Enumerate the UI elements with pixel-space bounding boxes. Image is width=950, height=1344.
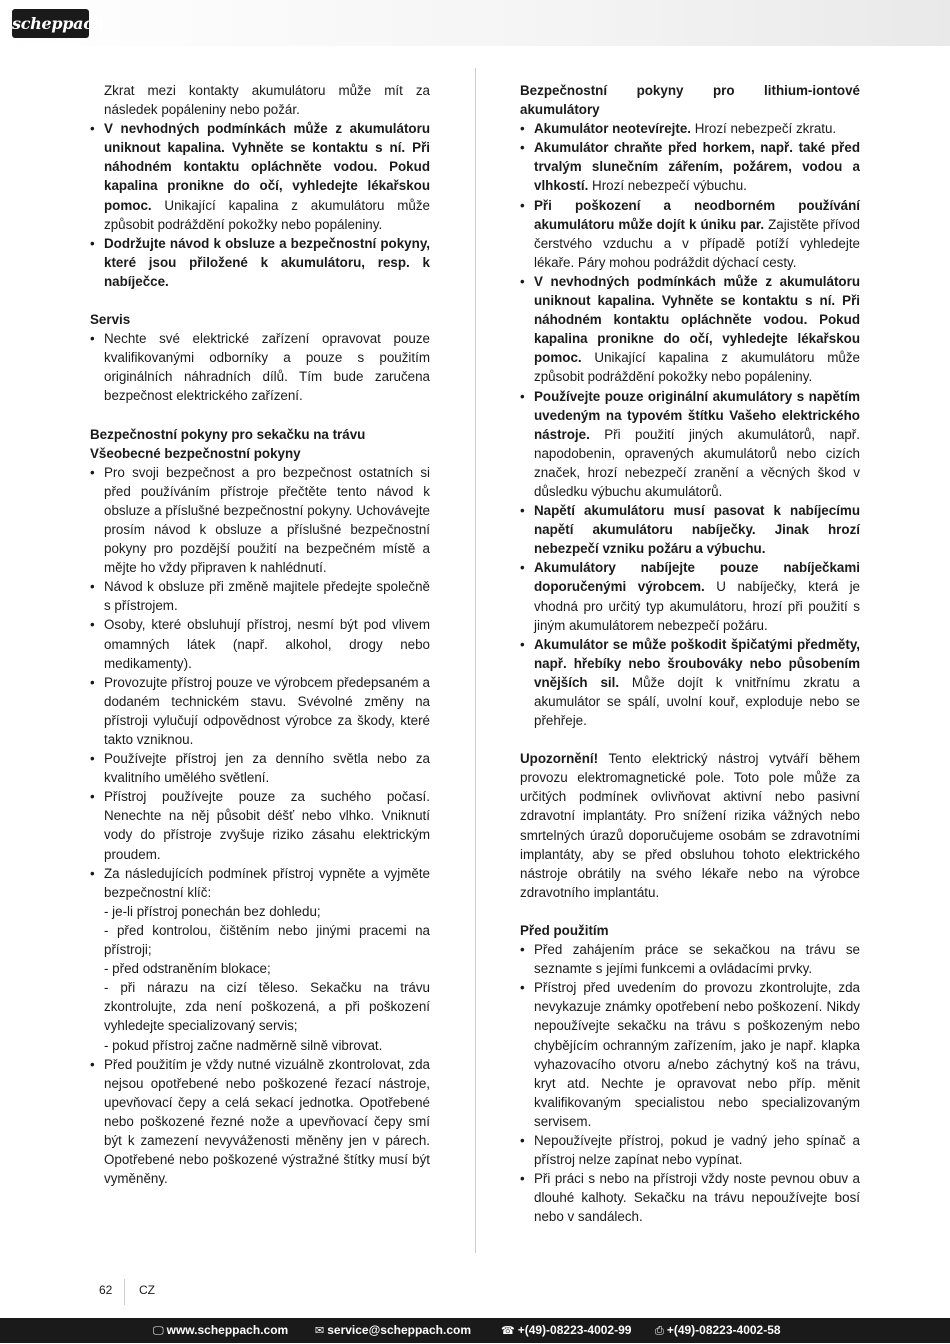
sub-item: - pokud přístroj začne nadměrně silně vibrovat. (104, 1037, 383, 1053)
list-item (90, 234, 430, 291)
bold-text: Používejte pouze originální akumulátory s napětím uvedeným na typovém štítku Vašeho elektrického nástroje. (534, 388, 860, 442)
emf-warning-paragraph (520, 749, 860, 902)
phone-icon: ☎ (501, 1325, 515, 1337)
website-text: www.scheppach.com (166, 1323, 289, 1337)
bold-text: V nevhodných podmínkách může z akumulátoru uniknout kapalina. Vyhněte se kontaktu s ní. Při náhodném kontaktu opláchněte vodou. Pokud kapalina pronikne do očí, vyhledejte lékařskou pomoc. (534, 273, 860, 366)
general-safety-list (90, 463, 430, 1189)
bold-text: Napětí akumulátoru musí pasovat k nabíjecímu napětí akumulátoru nabíječky. Jinak hrozí nebezpečí vzniku požáru a výbuchu. (534, 503, 860, 557)
left-column (90, 81, 430, 1188)
list-item: • Používejte přístroj jen za denního světla nebo za kvalitního umělého světlení. (90, 749, 430, 787)
item-text: Za následujících podmínek přístroj vypněte a vyjměte bezpečnostní klíč: (104, 865, 430, 900)
fax-icon: ⎙ (655, 1325, 664, 1337)
warning-text: Tento elektrický nástroj vytváří během provozu elektromagnetické pole. Toto pole může za určitých podmínek ovlivňovat aktivní nebo pasivní zdravotní implantáty. Pro snížení rizika vážných nebo smrtelných úrazů doporučujeme osobám se zdravotními implantáty, aby se před obsluhou tohoto elektrického nástroje obrátily na svého lékaře nebo na výrobce zdravotního implantátu. (520, 751, 860, 900)
before-use-heading: Před použitím (520, 922, 609, 938)
list-item: • Provozujte přístroj pouze ve výrobcem předepsaném a dodaném technickém stavu. Svévolné změny na přístroji vylučují odpovědnost výrobce za škody, které takto vzniknou. (90, 673, 430, 749)
bold-text: Akumulátor neotevírejte. (534, 121, 692, 137)
list-item (520, 501, 860, 558)
servis-heading: Servis (90, 312, 131, 328)
column-divider (475, 68, 476, 1253)
footer-fax (655, 1318, 781, 1344)
mower-safety-heading: Bezpečnostní pokyny pro sekačku na trávu (90, 426, 366, 442)
item-text: Hrozí nebezpečí výbuchu. (588, 178, 747, 194)
list-item (520, 387, 860, 502)
footer-bar (0, 1318, 950, 1343)
list-item: • Nepoužívejte přístroj, pokud je vadný jeho spínač a přístroj nelze zapínat nebo vypínat. (520, 1131, 860, 1169)
item-text: Unikající kapalina z akumulátoru může způsobit podráždění pokožky nebo popáleniny. (104, 197, 430, 232)
bold-text: Dodržujte návod k obsluze a bezpečnostní pokyny, které jsou přiložené k akumulátoru, resp. k nabíječce. (104, 235, 430, 289)
list-item: • Přístroj používejte pouze za suchého počasí. Nenechte na něj působit déšť nebo vlhko. Vniknutí vody do přístroje zvyšuje riziko zásahu elektrickým proudem. (90, 787, 430, 863)
item-text: Při použití jiných akumulátorů, např. napodobenin, opravených akumulátorů nebo cizích značek, hrozí nebezpečí zranění a věcných škod v důsledku výbuchu akumulátorů. (534, 426, 860, 499)
footer-email[interactable] (315, 1318, 471, 1344)
item-text: Může dojít k vnitřnímu zkratu a akumulátor se spálí, uvolní kouř, exploduje nebo se přehřeje. (534, 674, 860, 729)
list-item: • Před použitím je vždy nutné vizuálně zkontrolovat, zda nejsou opotřebené nebo poškozené řezací nástroje, upevňovací čepy a celá sekací jednotka. Opotřebené nebo poškozené řezné nože a upevňovací čepy smí být k zamezení nevyváženosti měněny jen v párech. Opotřebené nebo poškozené výstražné štítky musí být vyměněny. (90, 1055, 430, 1189)
item-text: Unikající kapalina z akumulátoru může způsobit podráždění pokožky nebo popáleniny. (534, 350, 860, 385)
scheppach-logo: scheppach (12, 9, 89, 38)
list-item: • Nechte své elektrické zařízení opravovat pouze kvalifikovanými odborníky a pouze s použitím originálních náhradních dílů. Tím bude zaručena bezpečnost elektrického zařízení. (90, 329, 430, 405)
list-item (520, 272, 860, 387)
sub-item: - je-li přístroj ponechán bez dohledu; (104, 903, 321, 919)
page-number: 62 (99, 1283, 113, 1297)
list-item (520, 119, 860, 138)
battery-warning-list (90, 119, 430, 291)
before-use-list (520, 940, 860, 1226)
header-bar (0, 0, 950, 46)
list-item: • Před zahájením práce se sekačkou na trávu se seznamte s jejími funkcemi a ovládacími prvky. (520, 940, 860, 978)
li-ion-list (520, 119, 860, 730)
language-code: CZ (139, 1283, 155, 1297)
email-text: service@scheppach.com (327, 1323, 471, 1337)
right-column (520, 81, 860, 1226)
item-text: Hrozí nebezpečí zkratu. (691, 121, 837, 137)
bold-text: Akumulátor se může poškodit špičatými předměty, např. hřebíky nebo šroubováky nebo působením vnějších sil. (534, 636, 860, 690)
mail-icon: ✉ (315, 1325, 325, 1337)
warning-label: Upozornění! (520, 751, 599, 767)
servis-list (90, 329, 430, 405)
general-safety-heading: Všeobecné bezpečnostní pokyny (90, 445, 301, 461)
list-item (520, 196, 860, 272)
bold-text: Akumulátor chraňte před horkem, např. také před trvalým slunečním zářením, požárem, vodou a vlhkostí. (534, 140, 860, 194)
list-item: • Osoby, které obsluhují přístroj, nesmí být pod vlivem omamných látek (např. alkohol, drogy nebo medikamenty). (90, 615, 430, 672)
list-item: • Návod k obsluze při změně majitele předejte společně s přístrojem. (90, 577, 430, 615)
sub-item: - při nárazu na cizí těleso. Sekačku na trávu zkontrolujte, zda není poškozená, a při poškození vyhledejte specializovaný servis; (104, 980, 430, 1034)
bold-text: Akumulátory nabíjejte pouze nabíječkami doporučenými výrobcem. (534, 560, 860, 595)
monitor-icon: 🖵 (153, 1325, 164, 1337)
list-item: • Pro svoji bezpečnost a pro bezpečnost ostatních si před používáním přístroje přečtěte tento návod k obsluze a příslušné bezpečnostní pokyny. Uchovávejte prosím návod k obsluze a příslušné bezpečnostní pokyny pro pozdější použití na bezpečném místě a mějte ho vždy připraven k nahlédnutí. (90, 463, 430, 578)
footer-phone (501, 1318, 631, 1344)
sub-item: - před kontrolou, čištěním nebo jinými pracemi na přístroji; (104, 922, 430, 958)
sub-item: - před odstraněním blokace; (104, 961, 271, 977)
phone-text: +(49)-08223-4002-99 (517, 1323, 632, 1337)
bold-text: Při poškození a neodborném používání akumulátoru může dojít k úniku par. (534, 197, 860, 232)
item-text: U nabíječky, která je vhodná pro určitý typ akumulátoru, hrozí při použití s jiným akumulátorem nebezpečí požáru. (534, 579, 860, 633)
item-text: Zajistěte přívod čerstvého vzduchu a v případě potíží vyhledejte lékaře. Páry mohou podráždit dýchací cesty. (534, 216, 861, 270)
list-item (520, 558, 860, 634)
list-item: • Při práci s nebo na přístroji vždy noste pevnou obuv a dlouhé kalhoty. Sekačku na trávu nepoužívejte bosí nebo v sandálech. (520, 1169, 860, 1226)
page-number-separator (124, 1279, 125, 1305)
list-item: • Přístroj před uvedením do provozu zkontrolujte, zda nevykazuje známky opotřebení nebo poškození. Nikdy nepoužívejte sekačku na trávu s poškozeným nebo chybějícím ochranným zařízením, jako je např. klapka vyhazovacího otvoru a/nebo záchytný koš na trávu, kryt atd. Nechte je opravovat nebo příp. měnit kvalifikovaným specialistou nebo specializovaným servisem. (520, 978, 860, 1131)
list-item (90, 864, 430, 1055)
fax-text: +(49)-08223-4002-58 (666, 1323, 781, 1337)
list-item (520, 138, 860, 195)
intro-paragraph: Zkrat mezi kontakty akumulátoru může mít za následek popáleniny nebo požár. (104, 83, 430, 118)
li-ion-heading: Bezpečnostní pokyny pro lithium-iontové akumulátory (520, 83, 860, 118)
list-item (90, 119, 430, 234)
list-item (520, 635, 860, 730)
footer-website[interactable] (153, 1318, 288, 1344)
bold-text: V nevhodných podmínkách může z akumulátoru uniknout kapalina. Vyhněte se kontaktu s ní. Při náhodném kontaktu opláchněte vodou. Pokud kapalina pronikne do očí, vyhledejte lékařskou pomoc. (104, 121, 430, 213)
